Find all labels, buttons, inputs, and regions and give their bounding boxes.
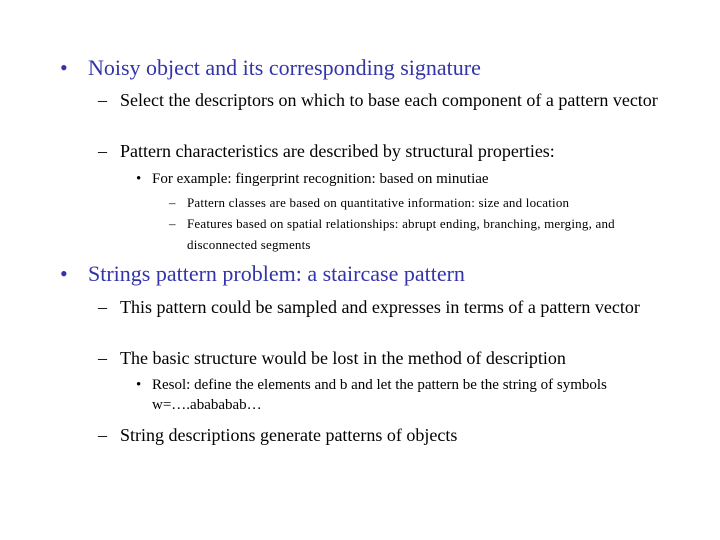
- section1-point-2: Pattern characteristics are described by structural properties:: [120, 141, 555, 161]
- section1-heading: Noisy object and its corresponding signature: [88, 55, 481, 80]
- dash-icon: –: [98, 425, 107, 445]
- section1-heading-item: [60, 55, 688, 81]
- dash-icon: –: [98, 348, 107, 368]
- bullet-icon: •: [60, 261, 68, 286]
- section1-subsub-2-item: [169, 213, 657, 255]
- section1-sub-item: [136, 169, 652, 189]
- dash-icon: –: [169, 195, 176, 210]
- bullet-icon: •: [136, 171, 142, 187]
- section1-subsub-1-item: [169, 192, 657, 213]
- dash-icon: –: [98, 297, 107, 317]
- section2-point-2: The basic structure would be lost in the method of description: [120, 348, 566, 368]
- section1-subsub-1: Pattern classes are based on quantitative information: size and location: [187, 195, 570, 210]
- bullet-icon: •: [60, 55, 68, 80]
- bullet-icon: •: [136, 377, 142, 393]
- section2-sub: Resol: define the elements and b and let the pattern be the string of symbols w=….abababab…: [152, 377, 607, 413]
- dash-icon: –: [98, 141, 107, 161]
- section1-point-1: Select the descriptors on which to base each component of a pattern vector: [120, 90, 658, 110]
- section2-sub-item: [136, 375, 652, 415]
- section1-point-1-item: [98, 89, 660, 111]
- section2-point-1: This pattern could be sampled and expresses in terms of a pattern vector: [120, 297, 640, 317]
- section2-heading: Strings pattern problem: a staircase pattern: [88, 261, 465, 286]
- section2-heading-item: [60, 261, 688, 287]
- section1-point-2-item: [98, 140, 660, 162]
- dash-icon: –: [169, 216, 176, 231]
- section2-point-1-item: [98, 296, 660, 318]
- dash-icon: –: [98, 90, 107, 110]
- section1-sub: For example: fingerprint recognition: based on minutiae: [152, 171, 489, 187]
- section2-point-3-item: [98, 424, 660, 446]
- section2-point-2-item: [98, 347, 660, 369]
- section1-subsub-2: Features based on spatial relationships: abrupt ending, branching, merging, and disconnected segments: [187, 216, 615, 252]
- section2-point-3: String descriptions generate patterns of objects: [120, 425, 458, 445]
